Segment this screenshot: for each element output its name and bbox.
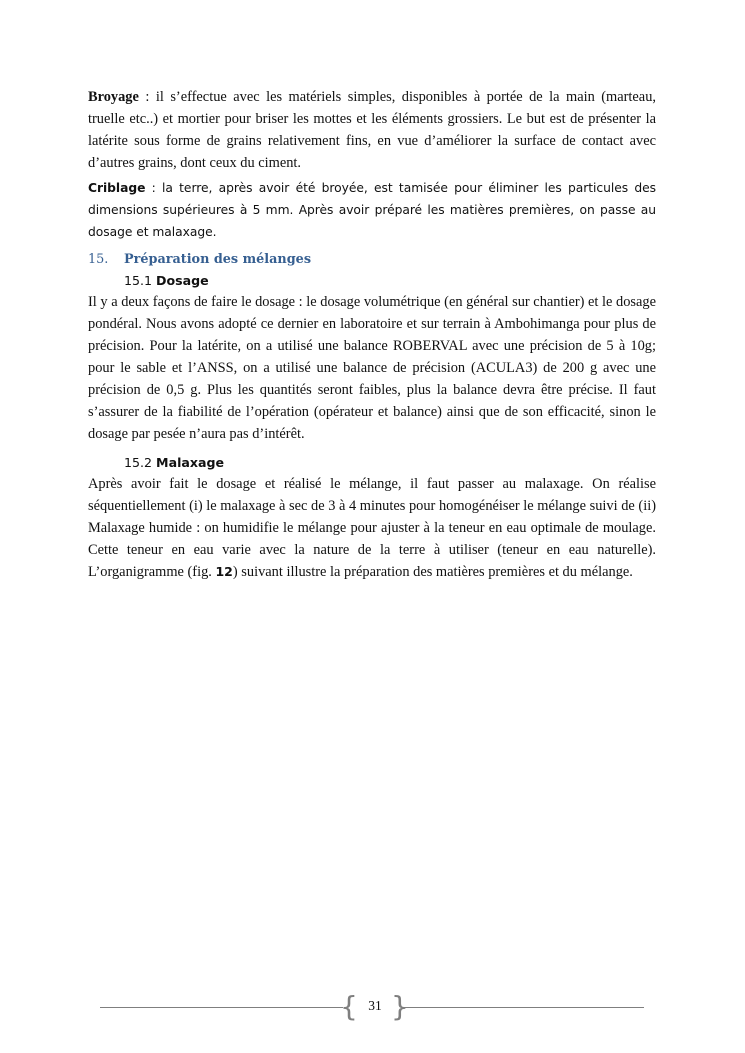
paragraph-dosage: Il y a deux façons de faire le dosage : le dosage volumétrique (en général sur chantier) et le dosage pondéral. Nous avons adopté ce dernier en laboratoire et sur terrain à Ambohimanga pour plus de précision. Pour la latérite, on a utilisé une balance ROBERVAL avec une précision de 5 à 10g; pour le sable et l’ANSS, on a utilisé une balance de précision (ACULA3) de 200 g avec une précision de 0,5 g. Plus les quantités seront faibles, plus la balance devra être précise. Il faut s’assurer de la fiabilité de l’opération (opérateur et balance) ainsi que de son efficacité, sinon le dosage par pesée n’aura pas d’intérêt.: [88, 294, 656, 442]
footer-bracket-right: }: [391, 990, 409, 1023]
term-criblage: Criblage: [88, 181, 146, 195]
footer-rule-right: [401, 1007, 644, 1008]
footer-rule-left: [100, 1007, 343, 1008]
page-footer: [100, 990, 644, 1024]
figure-reference: 12: [215, 564, 233, 579]
subheading-dosage-title: Dosage: [156, 273, 209, 288]
malaxage-text-after: ) suivant illustre la préparation des matières premières et du mélange.: [232, 564, 633, 580]
subheading-malaxage-title: Malaxage: [156, 455, 225, 470]
paragraph-malaxage: [88, 473, 656, 583]
malaxage-text-before: Après avoir fait le dosage et réalisé le mélange, il faut passer au malaxage. On réalise séquentiellement (i) le malaxage à sec de 3 à 4 minutes pour homogénéiser le mélange suivi de (ii) Malaxage humide : on humidifie le mélange pour ajuster à la teneur en eau optimale de moulage. Cette teneur en eau varie avec la nature de la terre à utiliser (teneur en eau naturelle). L’organigramme (fig.: [88, 476, 656, 580]
broyage-text: : il s’effectue avec les matériels simples, disponibles à portée de la main (marteau, truelle etc..) et mortier pour briser les mottes et les éléments grossiers. Le but est de présenter la latérite sous forme de grains relativement fins, en vue d’améliorer la surface de contact avec d’autres grains, dont ceux du ciment.: [88, 89, 656, 171]
term-broyage: Broyage: [88, 89, 139, 105]
footer-bracket-left: {: [340, 990, 358, 1023]
section-heading: [88, 249, 656, 271]
subheading-dosage-number: 15.1: [124, 273, 153, 288]
page-number: 31: [368, 998, 382, 1013]
criblage-text: : la terre, après avoir été broyée, est tamisée pour éliminer les particules des dimensions supérieures à 5 mm. Après avoir préparé les matières premières, on passe au dosage et malaxage.: [88, 181, 656, 239]
section-title: Préparation des mélanges: [124, 252, 312, 267]
paragraph-broyage: [88, 86, 656, 174]
subheading-malaxage-number: 15.2: [124, 455, 153, 470]
section-number: 15.: [88, 252, 109, 267]
paragraph-criblage: [88, 177, 656, 243]
subheading-malaxage: [88, 453, 656, 473]
subheading-dosage: [88, 271, 656, 291]
document-page: [88, 86, 656, 583]
